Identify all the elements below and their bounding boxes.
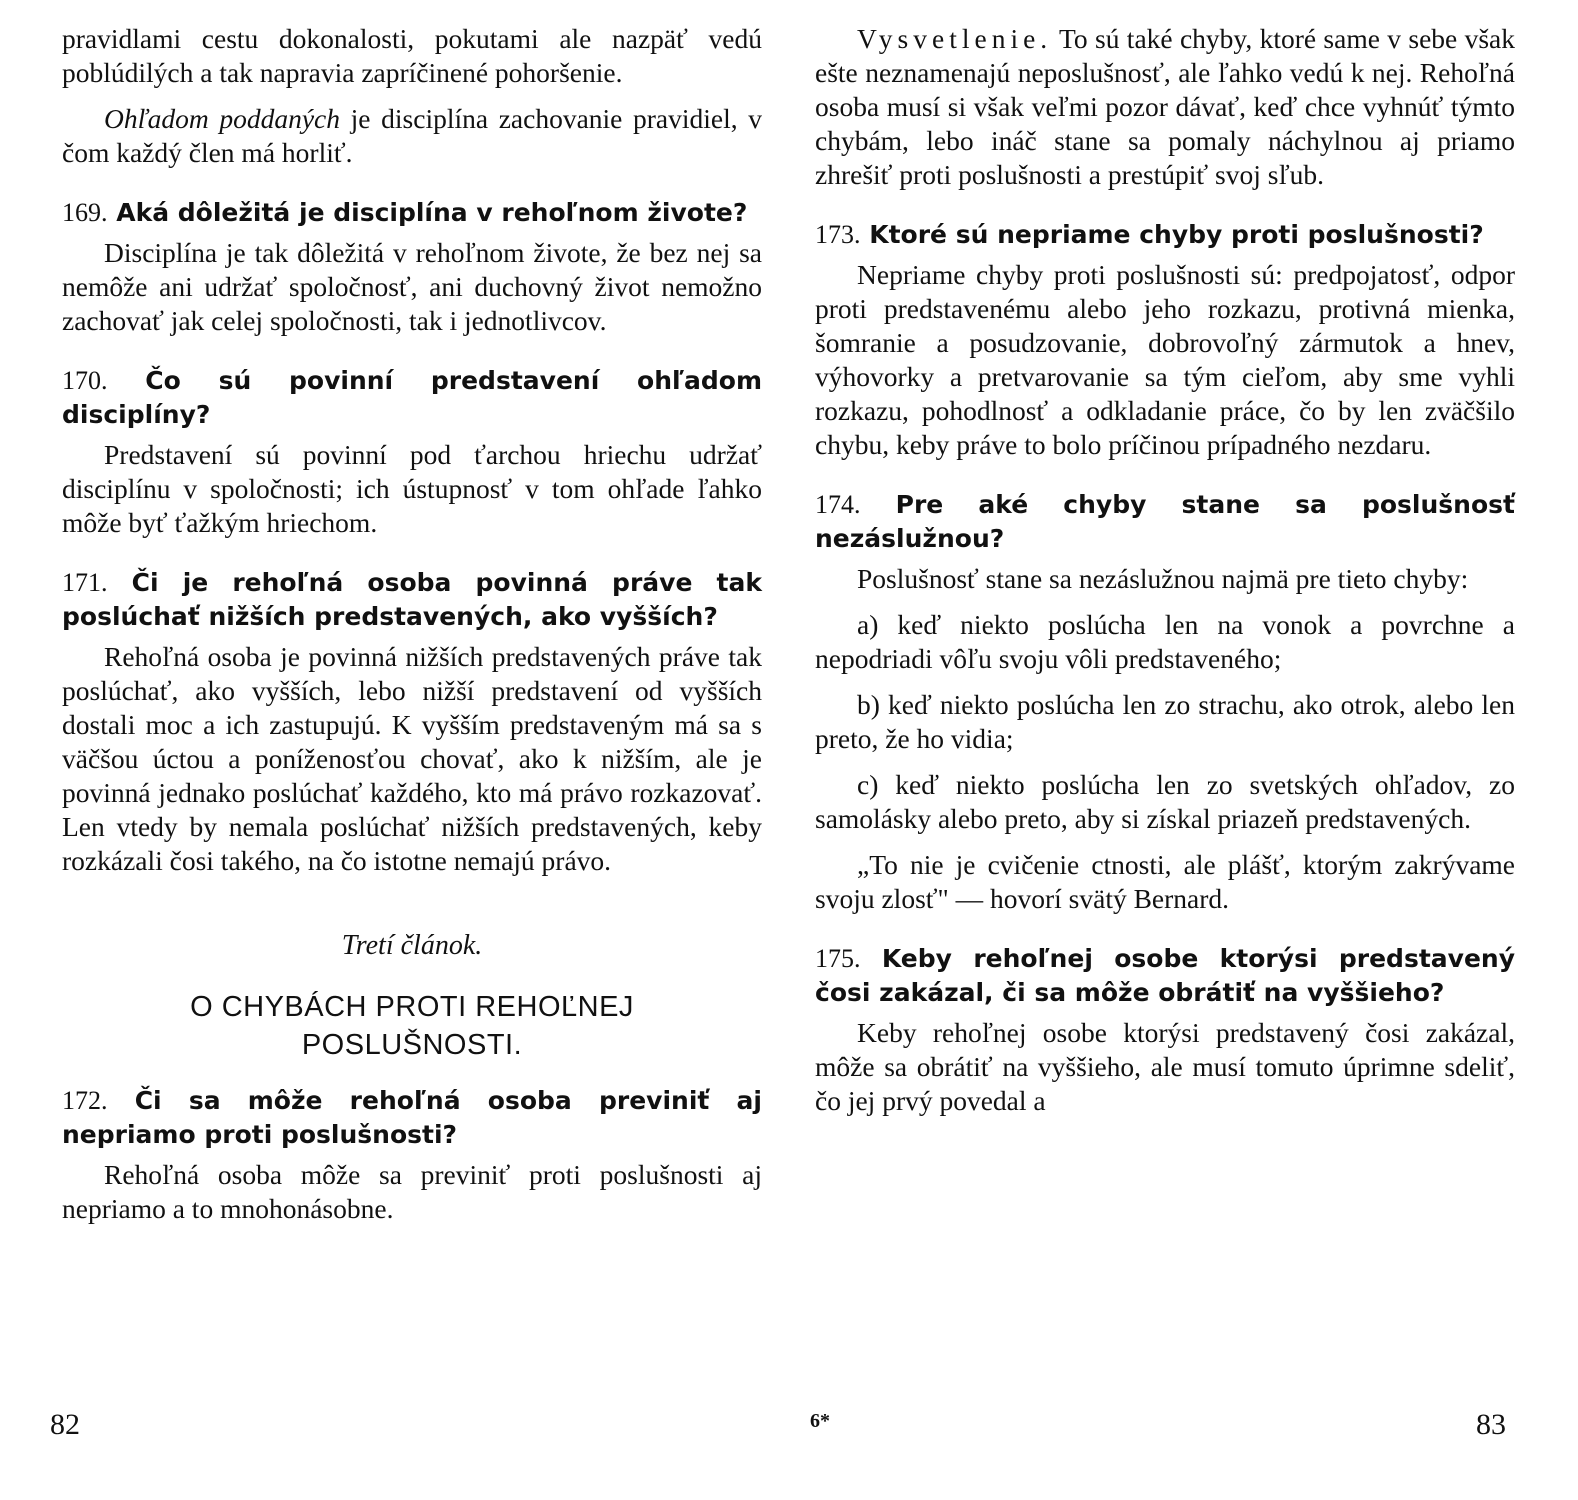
paragraph-explanation	[815, 22, 1515, 192]
page-number-right: 83	[1476, 1408, 1506, 1441]
question-number: 174.	[815, 490, 861, 519]
answer-171: Rehoľná osoba je povinná nižších predstavených práve tak poslúchať, ako vyšších, lebo nižší predstavení od vyšších dostali moc a ich zastupujú. K vyšším predstaveným má sa s väčšou úctou a poníženosťou chovať, ako k nižším, ale je povinná jednako poslúchať každého, kto má právo rozkazovať. Len vtedy by nemala poslúchať nižších predstavených, keby rozkázali čosi takého, na čo istotne nemajú právo.	[62, 641, 762, 876]
question-text: Keby rehoľnej osobe ktorýsi predstavený čosi zakázal, či sa môže obrátiť na vyššieho?	[815, 944, 1515, 1007]
question-number: 171.	[62, 568, 108, 597]
signature-mark: 6*	[810, 1410, 830, 1432]
answer-174-item-c: c) keď niekto poslúcha len zo svetských ohľadov, zo samolásky alebo preto, aby si získal priazeň predstavených.	[815, 769, 1515, 834]
paragraph-continuation: pravidlami cestu dokonalosti, pokutami ale nazpäť vedú poblúdilých a tak napravia zapríčinené pohoršenie.	[62, 23, 762, 88]
answer-172: Rehoľná osoba môže sa previniť proti poslušnosti aj nepriamo a to mnohonásobne.	[62, 1159, 762, 1224]
section-heading-line1: O CHYBÁCH PROTI REHOĽNEJ	[190, 991, 634, 1023]
question-175	[815, 942, 1515, 1010]
question-172	[62, 1084, 762, 1152]
spaced-word: Vysvetlenie.	[857, 23, 1053, 54]
article-label: Tretí článok.	[341, 930, 483, 961]
left-page	[62, 22, 762, 1238]
answer-174-intro: Poslušnosť stane sa nezáslužnou najmä pre tieto chyby:	[857, 563, 1469, 594]
question-text: Aká dôležitá je disciplína v rehoľnom živote?	[116, 198, 748, 227]
answer-169: Disciplína je tak dôležitá v rehoľnom živote, že bez nej sa nemôže ani udržať spoločnosť, ani duchovný život nemožno zachovať jak celej spoločnosti, tak i jednotlivcov.	[62, 237, 762, 336]
answer-174-item-b: b) keď niekto poslúcha len zo strachu, ako otrok, alebo len preto, že ho vidia;	[815, 689, 1515, 754]
answer-173: Nepriame chyby proti poslušnosti sú: predpojatosť, odpor proti predstavenému alebo jeho rozkazu, protivná mienka, šomranie a posudzovanie, dobrovoľný zármutok a hnev, výhovorky a pretvarovanie sa tým cieľom, aby sme vyhli rozkazu, pohodlnosť a odkladanie práce, čo by len zväčšilo chybu, keby práve to bolo príčinou prípadného nezdaru.	[815, 259, 1515, 460]
paragraph-subjects	[62, 102, 762, 170]
answer-174-quote: „To nie je cvičenie ctnosti, ale plášť, ktorým zakrývame svoju zlosť" — hovorí svätý Bernard.	[815, 849, 1515, 914]
question-text: Pre aké chyby stane sa poslušnosť nezáslužnou?	[815, 490, 1515, 553]
answer-175: Keby rehoľnej osobe ktorýsi predstavený čosi zakázal, môže sa obrátiť na vyššieho, ale musí tomuto úprimne sdeliť, čo jej prvý povedal a	[815, 1017, 1515, 1116]
section-heading	[62, 988, 762, 1064]
question-text: Či je rehoľná osoba povinná práve tak poslúchať nižších predstavených, ako vyšších?	[62, 568, 762, 631]
question-text: Ktoré sú nepriame chyby proti poslušnosti?	[869, 220, 1484, 249]
right-page	[815, 22, 1515, 1130]
italic-phrase: Ohľadom poddaných	[104, 103, 341, 134]
question-number: 175.	[815, 944, 861, 973]
paragraph-text: je disciplína zachovanie pravidiel, v čom každý člen má horliť.	[62, 103, 763, 168]
question-number: 170.	[62, 366, 108, 395]
question-number: 173.	[815, 220, 861, 249]
question-number: 169.	[62, 198, 108, 227]
section-heading-line2: POSLUŠNOSTI.	[301, 1029, 523, 1061]
question-169	[62, 196, 762, 230]
question-171	[62, 566, 762, 634]
question-text: Či sa môže rehoľná osoba previniť aj nepriamo proti poslušnosti?	[62, 1086, 762, 1149]
paragraph-text: To sú také chyby, ktoré same v sebe však ešte neznamenajú neposlušnosť, ale ľahko vedú k nej. Rehoľná osoba musí si však veľmi pozor dávať, keď chce vyhnúť týmto chybám, lebo ináč stane sa pomaly náchylnou aj priamo zhrešiť proti poslušnosti a prestúpiť svoj sľub.	[815, 23, 1515, 190]
question-173	[815, 218, 1515, 252]
question-170	[62, 364, 762, 432]
question-174	[815, 488, 1515, 556]
question-text: Čo sú povinní predstavení ohľadom disciplíny?	[62, 366, 762, 429]
page-number-left: 82	[50, 1408, 80, 1441]
answer-170: Predstavení sú povinní pod ťarchou hriechu udržať disciplínu v spoločnosti; ich ústupnosť v tom ohľade ľahko môže byť ťažkým hriechom.	[62, 439, 762, 538]
answer-174-item-a: a) keď niekto poslúcha len na vonok a povrchne a nepodriadi vôľu svoju vôli predstaveného;	[815, 609, 1515, 674]
question-number: 172.	[62, 1086, 108, 1115]
